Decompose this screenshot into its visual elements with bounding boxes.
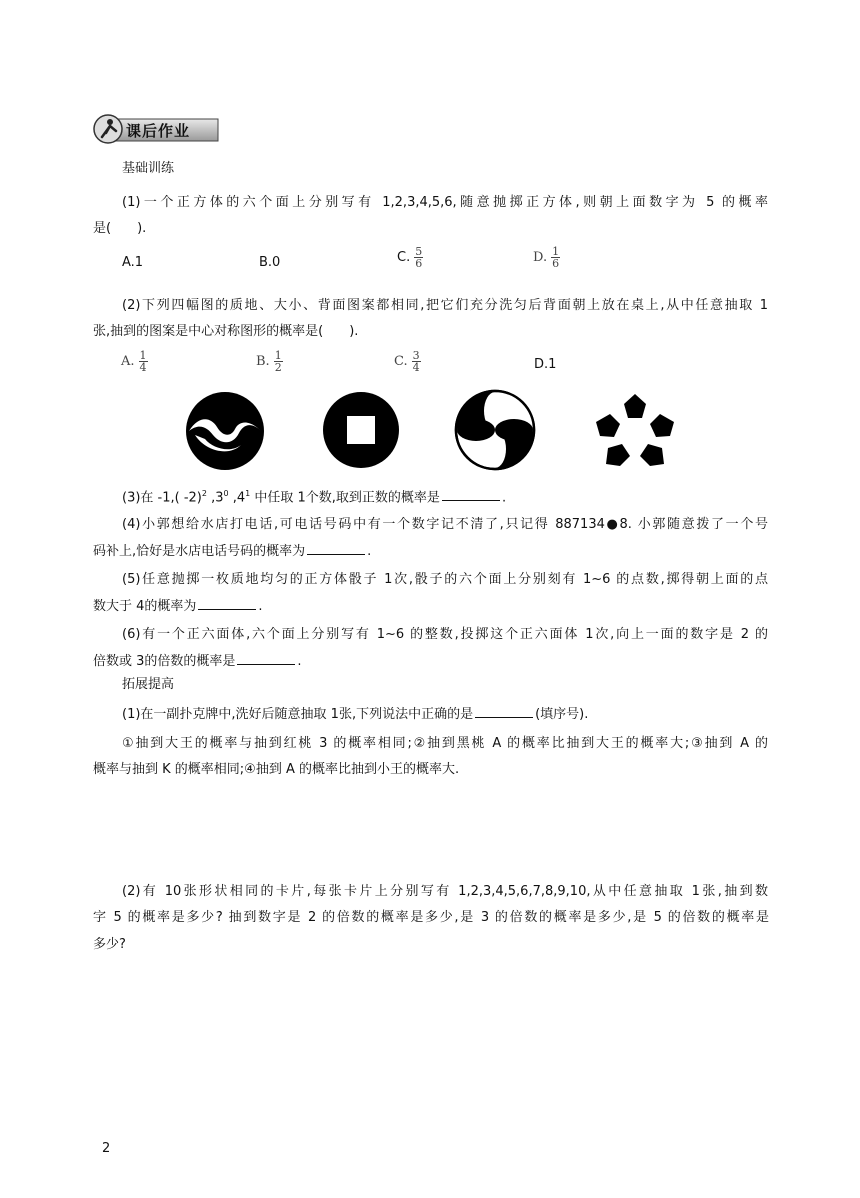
frac-denominator: 4: [412, 361, 420, 374]
q3-suffix: 中任取 1个数,取到正数的概率是: [250, 490, 440, 506]
e1-answer-blank[interactable]: [475, 705, 533, 718]
q2-option-a-label: A.: [121, 354, 135, 369]
q5-line2-text: 数大于 4的概率为: [93, 599, 197, 614]
q3-end: .: [501, 490, 507, 506]
q3-exponent-2: 0: [223, 489, 229, 498]
q2-option-b: [256, 350, 283, 373]
q2-option-a-fraction: [139, 350, 148, 373]
e1-line1: [122, 705, 588, 724]
q1-option-d: [533, 246, 560, 269]
frac-denominator: 6: [415, 257, 423, 270]
q4-line2: [93, 542, 371, 561]
q2-option-c-fraction: [412, 350, 421, 373]
q4-end: .: [367, 544, 372, 559]
section-banner: [92, 113, 220, 145]
q6-answer-blank[interactable]: [237, 652, 295, 665]
q3-exponent-3: 1: [245, 489, 251, 498]
section-title-extension: 拓展提高: [122, 677, 175, 692]
q3-mid-2: ,4: [228, 490, 246, 506]
q5-end: .: [258, 599, 263, 614]
frac-numerator: 1: [552, 245, 560, 258]
e2-line1: (2)有 10张形状相同的卡片,每张卡片上分别写有 1,2,3,4,5,6,7,8,9,10,从中任意抽取 1张,抽到数: [122, 884, 768, 899]
e1-suffix: (填序号).: [535, 707, 589, 722]
q3-prefix: (3)在 -1,( -2): [122, 490, 202, 506]
figure-four-petal: [454, 389, 536, 471]
q2-option-d: D.1: [534, 357, 557, 372]
e1-line3: 概率与抽到 K 的概率相同;④抽到 A 的概率比抽到小王的概率大.: [93, 762, 460, 777]
frac-denominator: 6: [552, 257, 560, 270]
figure-wave-circle: [185, 391, 265, 471]
frac-denominator: 4: [139, 361, 147, 374]
q1-option-c-label: C.: [397, 250, 411, 265]
q6-line2-text: 倍数或 3的倍数的概率是: [93, 654, 236, 669]
q1-option-d-fraction: [551, 246, 560, 269]
q6-line2: [93, 652, 302, 671]
q4-answer-blank[interactable]: [307, 542, 365, 555]
figure-pentagon-petals: [594, 392, 676, 470]
q3-mid-1: ,3: [206, 490, 224, 506]
e1-line2: ①抽到大王的概率与抽到红桃 3 的概率相同;②抽到黑桃 A 的概率比抽到大王的概率大;③抽到 A 的: [122, 736, 768, 751]
q1-line1: (1)一个正方体的六个面上分别写有 1,2,3,4,5,6,随意抛掷正方体,则朝上面数字为 5 的概率: [122, 195, 768, 210]
q1-option-d-label: D.: [533, 250, 548, 265]
q6-end: .: [297, 654, 302, 669]
q5-answer-blank[interactable]: [198, 597, 256, 610]
frac-numerator: 1: [139, 349, 147, 362]
q4-line2-text: 码补上,恰好是水店电话号码的概率为: [93, 544, 306, 559]
page-number: 2: [102, 1141, 111, 1156]
e2-line3: 多少?: [93, 937, 126, 952]
q2-line1: (2)下列四幅图的质地、大小、背面图案都相同,把它们充分洗匀后背面朝上放在桌上,从中任意抽取 1: [122, 298, 768, 313]
q5-line1: (5)任意抛掷一枚质地均匀的正方体骰子 1次,骰子的六个面上分别刻有 1~6 的点数,掷得朝上面的点: [122, 572, 768, 587]
q1-line2: 是( ).: [93, 221, 147, 236]
e2-line2: 字 5 的概率是多少? 抽到数字是 2 的倍数的概率是多少,是 3 的倍数的概率是多少,是 5 的倍数的概率是: [93, 910, 769, 925]
q5-line2: [93, 597, 263, 616]
q3-answer-blank[interactable]: [442, 488, 500, 501]
q1-option-b: B.0: [259, 255, 281, 270]
q1-option-c: [397, 246, 423, 269]
q2-option-c: [394, 350, 421, 373]
q2-option-b-label: B.: [256, 354, 270, 369]
frac-numerator: 1: [274, 349, 282, 362]
q2-option-c-label: C.: [394, 354, 408, 369]
section-title-basic: 基础训练: [122, 161, 175, 176]
q2-option-a: [121, 350, 148, 373]
q2-option-b-fraction: [274, 350, 283, 373]
q2-line2: 张,抽到的图案是中心对称图形的概率是( ).: [93, 324, 359, 339]
frac-numerator: 3: [412, 349, 420, 362]
frac-denominator: 2: [274, 361, 282, 374]
q3-text: [122, 485, 506, 507]
frac-numerator: 5: [415, 245, 423, 258]
q6-line1: (6)有一个正六面体,六个面上分别写有 1~6 的整数,投掷这个正六面体 1次,向上一面的数字是 2 的: [122, 627, 768, 642]
figure-coin-square: [322, 391, 400, 469]
q1-option-a: A.1: [122, 255, 144, 270]
q1-option-c-fraction: [414, 246, 423, 269]
runner-icon: [107, 119, 113, 125]
banner-title: 课后作业: [126, 122, 191, 140]
q3-exponent-1: 2: [201, 489, 207, 498]
e1-prefix: (1)在一副扑克牌中,洗好后随意抽取 1张,下列说法中正确的是: [122, 707, 474, 722]
q4-line1: (4)小郭想给水店打电话,可电话号码中有一个数字记不清了,只记得 887134●8. 小郭随意拨了一个号: [122, 517, 768, 532]
